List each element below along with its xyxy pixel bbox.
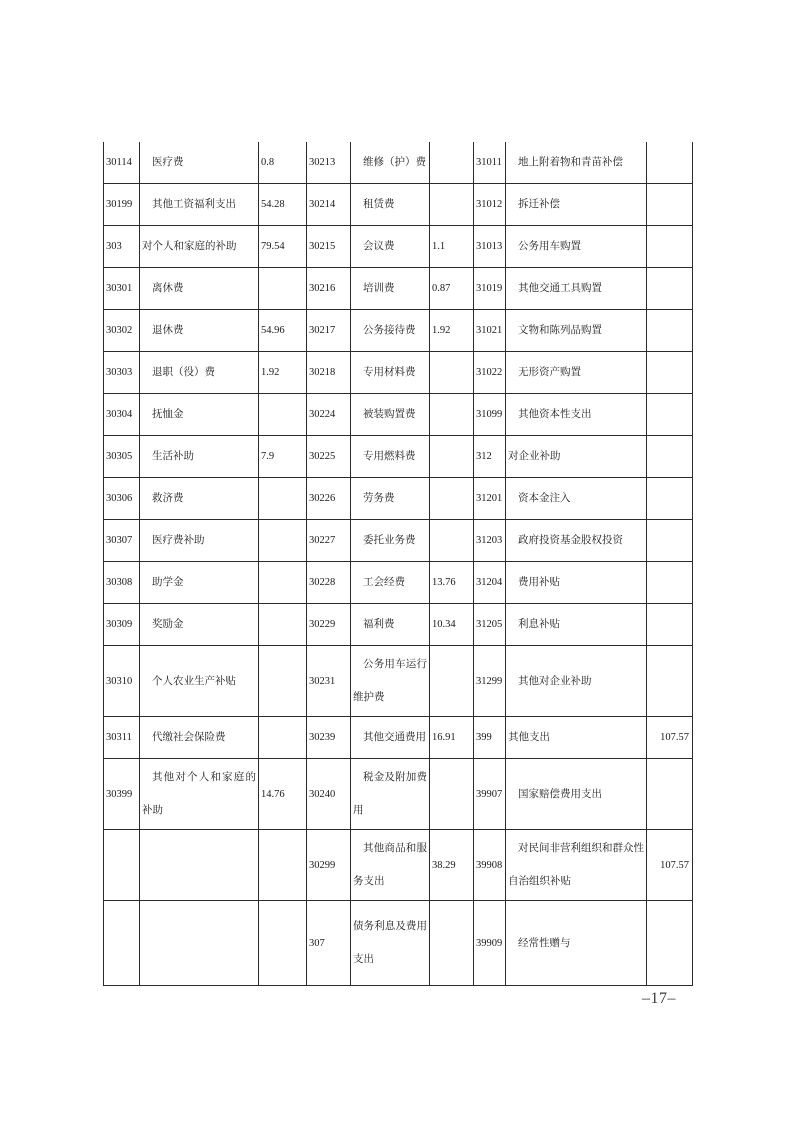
code-cell: 31011 <box>474 142 506 184</box>
name-cell: 文物和陈列品购置 <box>506 310 647 352</box>
code-cell: 30215 <box>307 226 351 268</box>
value-cell: 54.96 <box>259 310 307 352</box>
value-cell <box>259 478 307 520</box>
code-cell: 30231 <box>307 646 351 717</box>
table-row <box>104 759 693 830</box>
name-cell: 公务用车运行维护费 <box>351 646 430 717</box>
code-cell: 30239 <box>307 717 351 759</box>
name-cell: 专用材料费 <box>351 352 430 394</box>
code-cell: 30218 <box>307 352 351 394</box>
name-cell: 政府投资基金股权投资 <box>506 520 647 562</box>
code-cell: 30229 <box>307 604 351 646</box>
name-cell: 地上附着物和青苗补偿 <box>506 142 647 184</box>
value-cell <box>647 901 693 986</box>
code-cell: 30310 <box>104 646 140 717</box>
value-cell <box>430 759 474 830</box>
name-cell: 国家赔偿费用支出 <box>506 759 647 830</box>
value-cell <box>430 394 474 436</box>
code-cell: 30308 <box>104 562 140 604</box>
code-cell: 30225 <box>307 436 351 478</box>
code-cell: 31205 <box>474 604 506 646</box>
table-row <box>104 310 693 352</box>
name-cell: 公务接待费 <box>351 310 430 352</box>
code-cell: 30303 <box>104 352 140 394</box>
value-cell: 107.57 <box>647 830 693 901</box>
name-cell <box>140 830 259 901</box>
value-cell <box>430 646 474 717</box>
code-cell: 30224 <box>307 394 351 436</box>
name-cell: 其他交通费用 <box>351 717 430 759</box>
name-cell: 拆迁补偿 <box>506 184 647 226</box>
code-cell: 30309 <box>104 604 140 646</box>
value-cell <box>647 142 693 184</box>
value-cell: 13.76 <box>430 562 474 604</box>
code-cell <box>104 901 140 986</box>
name-cell: 会议费 <box>351 226 430 268</box>
code-cell: 30228 <box>307 562 351 604</box>
value-cell: 1.92 <box>259 352 307 394</box>
code-cell: 31022 <box>474 352 506 394</box>
budget-table <box>103 142 693 986</box>
code-cell: 30217 <box>307 310 351 352</box>
code-cell: 30299 <box>307 830 351 901</box>
table-row <box>104 830 693 901</box>
value-cell: 0.8 <box>259 142 307 184</box>
budget-table-body <box>104 142 693 986</box>
name-cell: 资本金注入 <box>506 478 647 520</box>
name-cell: 退休费 <box>140 310 259 352</box>
table-row <box>104 268 693 310</box>
value-cell <box>259 394 307 436</box>
table-row <box>104 562 693 604</box>
name-cell: 个人农业生产补贴 <box>140 646 259 717</box>
value-cell <box>430 184 474 226</box>
table-row <box>104 646 693 717</box>
name-cell: 医疗费补助 <box>140 520 259 562</box>
name-cell: 医疗费 <box>140 142 259 184</box>
value-cell <box>647 226 693 268</box>
name-cell: 对个人和家庭的补助 <box>140 226 259 268</box>
name-cell: 对民间非营利组织和群众性自治组织补贴 <box>506 830 647 901</box>
name-cell: 福利费 <box>351 604 430 646</box>
table-row <box>104 142 693 184</box>
name-cell: 生活补助 <box>140 436 259 478</box>
name-cell: 退职（役）费 <box>140 352 259 394</box>
name-cell: 劳务费 <box>351 478 430 520</box>
code-cell: 30307 <box>104 520 140 562</box>
code-cell: 30227 <box>307 520 351 562</box>
code-cell: 30240 <box>307 759 351 830</box>
name-cell: 费用补贴 <box>506 562 647 604</box>
value-cell: 0.87 <box>430 268 474 310</box>
value-cell <box>647 310 693 352</box>
value-cell <box>430 901 474 986</box>
table-row <box>104 184 693 226</box>
name-cell: 救济费 <box>140 478 259 520</box>
code-cell: 30214 <box>307 184 351 226</box>
name-cell: 对企业补助 <box>506 436 647 478</box>
code-cell: 31019 <box>474 268 506 310</box>
name-cell: 租赁费 <box>351 184 430 226</box>
name-cell: 无形资产购置 <box>506 352 647 394</box>
name-cell: 其他对企业补助 <box>506 646 647 717</box>
table-row <box>104 604 693 646</box>
value-cell: 1.1 <box>430 226 474 268</box>
value-cell: 54.28 <box>259 184 307 226</box>
name-cell: 被装购置费 <box>351 394 430 436</box>
code-cell: 31299 <box>474 646 506 717</box>
value-cell: 14.76 <box>259 759 307 830</box>
value-cell: 79.54 <box>259 226 307 268</box>
value-cell: 16.91 <box>430 717 474 759</box>
name-cell: 其他资本性支出 <box>506 394 647 436</box>
code-cell: 31012 <box>474 184 506 226</box>
value-cell <box>259 901 307 986</box>
name-cell: 抚恤金 <box>140 394 259 436</box>
table-row <box>104 717 693 759</box>
code-cell: 39908 <box>474 830 506 901</box>
code-cell: 307 <box>307 901 351 986</box>
value-cell <box>259 520 307 562</box>
code-cell: 30216 <box>307 268 351 310</box>
name-cell: 委托业务费 <box>351 520 430 562</box>
name-cell: 其他商品和服务支出 <box>351 830 430 901</box>
value-cell: 7.9 <box>259 436 307 478</box>
value-cell <box>647 520 693 562</box>
value-cell <box>647 759 693 830</box>
name-cell: 专用燃料费 <box>351 436 430 478</box>
value-cell <box>430 352 474 394</box>
name-cell: 公务用车购置 <box>506 226 647 268</box>
table-row <box>104 352 693 394</box>
code-cell <box>104 830 140 901</box>
value-cell <box>647 604 693 646</box>
value-cell <box>647 646 693 717</box>
value-cell <box>430 436 474 478</box>
name-cell: 其他支出 <box>506 717 647 759</box>
value-cell <box>647 562 693 604</box>
value-cell <box>647 478 693 520</box>
name-cell: 利息补贴 <box>506 604 647 646</box>
table-row <box>104 478 693 520</box>
name-cell: 助学金 <box>140 562 259 604</box>
name-cell: 奖励金 <box>140 604 259 646</box>
name-cell <box>140 901 259 986</box>
code-cell: 31021 <box>474 310 506 352</box>
value-cell <box>430 520 474 562</box>
value-cell <box>647 394 693 436</box>
name-cell: 维修（护）费 <box>351 142 430 184</box>
code-cell: 31013 <box>474 226 506 268</box>
code-cell: 303 <box>104 226 140 268</box>
code-cell: 30311 <box>104 717 140 759</box>
value-cell: 38.29 <box>430 830 474 901</box>
code-cell: 31204 <box>474 562 506 604</box>
value-cell <box>647 352 693 394</box>
code-cell: 30226 <box>307 478 351 520</box>
name-cell: 代缴社会保险费 <box>140 717 259 759</box>
table-row <box>104 226 693 268</box>
value-cell <box>647 268 693 310</box>
value-cell <box>259 268 307 310</box>
value-cell <box>259 830 307 901</box>
code-cell: 30301 <box>104 268 140 310</box>
code-cell: 39907 <box>474 759 506 830</box>
table-row <box>104 901 693 986</box>
name-cell: 债务利息及费用支出 <box>351 901 430 986</box>
value-cell <box>647 184 693 226</box>
value-cell <box>430 142 474 184</box>
code-cell: 39909 <box>474 901 506 986</box>
code-cell: 31099 <box>474 394 506 436</box>
code-cell: 399 <box>474 717 506 759</box>
code-cell: 30199 <box>104 184 140 226</box>
name-cell: 税金及附加费用 <box>351 759 430 830</box>
code-cell: 30305 <box>104 436 140 478</box>
value-cell <box>259 717 307 759</box>
value-cell: 10.34 <box>430 604 474 646</box>
name-cell: 离休费 <box>140 268 259 310</box>
value-cell: 107.57 <box>647 717 693 759</box>
table-row <box>104 436 693 478</box>
value-cell <box>430 478 474 520</box>
code-cell: 30304 <box>104 394 140 436</box>
value-cell <box>647 436 693 478</box>
name-cell: 经常性赠与 <box>506 901 647 986</box>
code-cell: 30302 <box>104 310 140 352</box>
code-cell: 30306 <box>104 478 140 520</box>
name-cell: 其他对个人和家庭的补助 <box>140 759 259 830</box>
code-cell: 30399 <box>104 759 140 830</box>
code-cell: 30213 <box>307 142 351 184</box>
table-row <box>104 394 693 436</box>
code-cell: 30114 <box>104 142 140 184</box>
value-cell <box>259 646 307 717</box>
table-row <box>104 520 693 562</box>
name-cell: 其他交通工具购置 <box>506 268 647 310</box>
name-cell: 其他工资福利支出 <box>140 184 259 226</box>
name-cell: 工会经费 <box>351 562 430 604</box>
value-cell: 1.92 <box>430 310 474 352</box>
page-number: –17– <box>642 990 676 1007</box>
code-cell: 31201 <box>474 478 506 520</box>
name-cell: 培训费 <box>351 268 430 310</box>
code-cell: 31203 <box>474 520 506 562</box>
value-cell <box>259 562 307 604</box>
value-cell <box>259 604 307 646</box>
code-cell: 312 <box>474 436 506 478</box>
